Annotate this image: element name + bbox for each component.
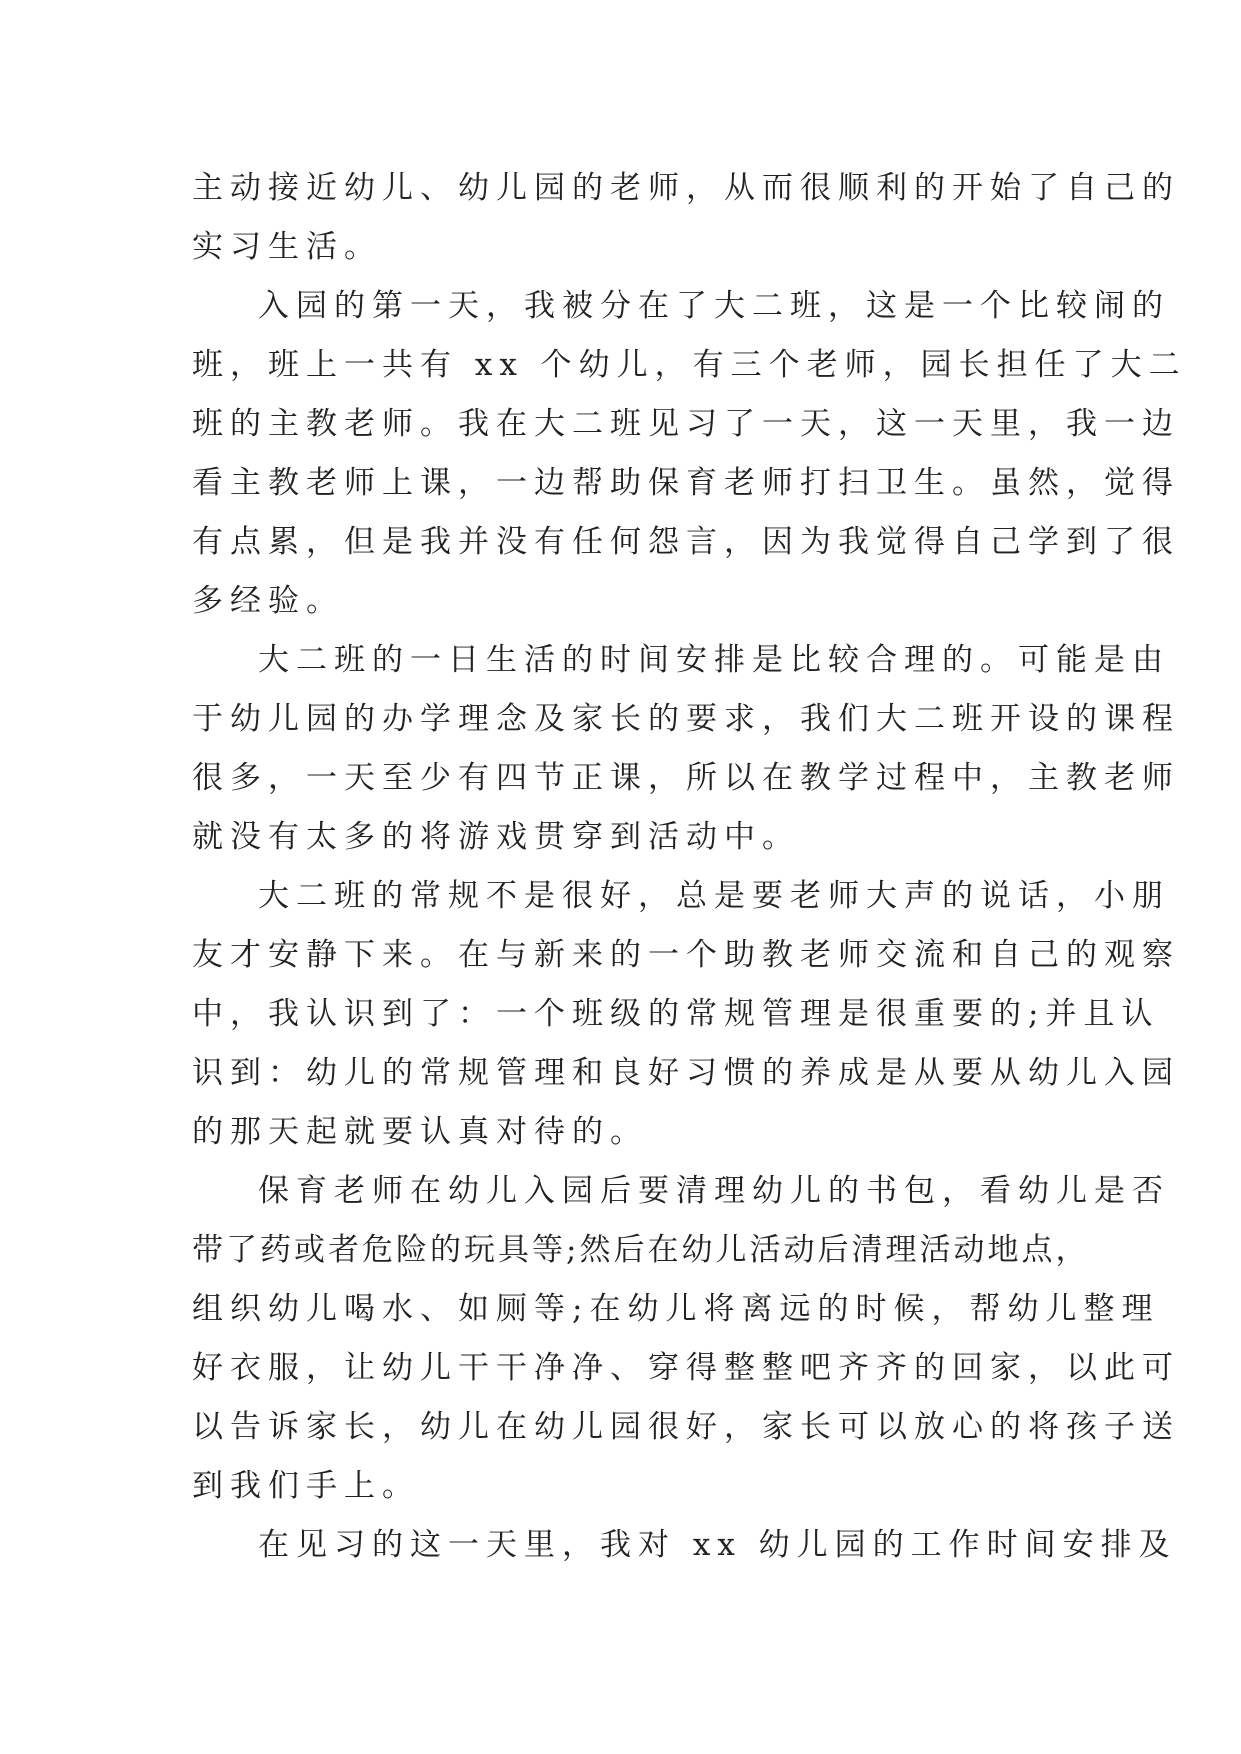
paragraph-first-line: 大二班的一日生活的时间安排是比较合理的。可能是由 [258,642,1170,678]
document-body [192,159,1187,1575]
text-line: 组织幼儿喝水、如厕等;在幼儿将离远的时候，帮幼儿整理 [192,1291,1160,1327]
text-line: 看主教老师上课，一边帮助保育老师打扫卫生。虽然，觉得 [192,465,1180,501]
paragraph-first-line: 大二班的常规不是很好，总是要老师大声的说话，小朋 [258,878,1170,914]
text-line: 班的主教老师。我在大二班见习了一天，这一天里，我一边 [192,406,1180,442]
text-line: 多经验。 [192,583,344,619]
text-line: 主动接近幼儿、幼儿园的老师，从而很顺利的开始了自己的 [192,170,1180,206]
text-line: 的那天起就要认真对待的。 [192,1114,648,1150]
text-line: 好衣服，让幼儿干干净净、穿得整整吧齐齐的回家，以此可 [192,1350,1180,1386]
text-line: 实习生活。 [192,229,382,265]
text-line: 到我们手上。 [192,1468,420,1504]
text-line: 班，班上一共有 xx 个幼儿，有三个老师，园长担任了大二 [192,347,1187,383]
paragraph-first-line: 入园的第一天，我被分在了大二班，这是一个比较闹的 [258,288,1170,324]
text-line: 友才安静下来。在与新来的一个助教老师交流和自己的观察 [192,937,1180,973]
paragraph-first-line: 在见习的这一天里，我对 xx 幼儿园的工作时间安排及 [258,1527,1177,1563]
paragraph-first-line: 保育老师在幼儿入园后要清理幼儿的书包，看幼儿是否 [258,1173,1170,1209]
text-line: 就没有太多的将游戏贯穿到活动中。 [192,819,800,855]
text-line: 很多，一天至少有四节正课，所以在教学过程中，主教老师 [192,760,1180,796]
text-line: 有点累，但是我并没有任何怨言，因为我觉得自己学到了很 [192,524,1180,560]
text-line: 中，我认识到了：一个班级的常规管理是很重要的;并且认 [192,996,1160,1032]
text-line: 识到：幼儿的常规管理和良好习惯的养成是从要从幼儿入园 [192,1055,1180,1091]
text-line: 带了药或者危险的玩具等;然后在幼儿活动后清理活动地点， [192,1232,1090,1268]
text-line: 于幼儿园的办学理念及家长的要求，我们大二班开设的课程 [192,701,1180,737]
text-line: 以告诉家长，幼儿在幼儿园很好，家长可以放心的将孩子送 [192,1409,1180,1445]
